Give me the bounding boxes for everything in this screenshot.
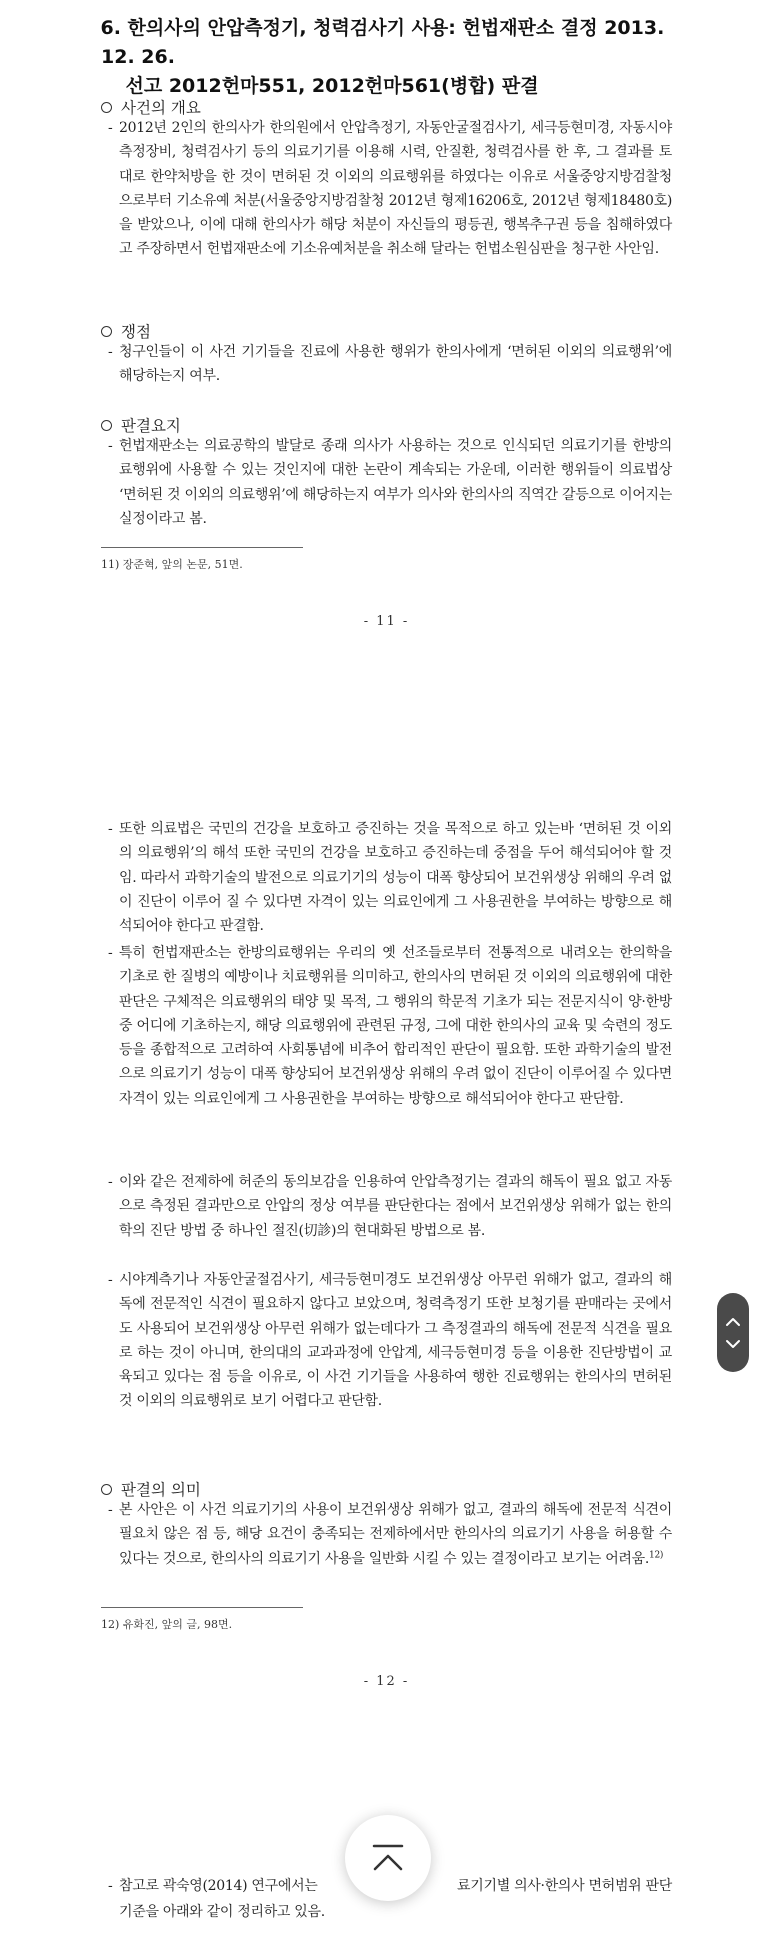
section-heading-summary (101, 414, 181, 436)
dash-marker: - (108, 1272, 113, 1288)
dash-marker: - (108, 945, 113, 961)
ruling-paragraph-1 (108, 817, 672, 938)
footnote: 12) 유화진, 앞의 글, 98면. (101, 1618, 233, 1631)
title-line-1: 6. 한의사의 안압측정기, 청력검사기 사용: 헌법재판소 결정 2013. 12. 26. (100, 17, 665, 68)
footnote-ref: 12) (649, 1549, 664, 1560)
chevron-up-icon[interactable] (725, 1317, 741, 1327)
section-heading-label: 쟁점 (121, 323, 151, 341)
paragraph-text: 시야계측기나 자동안굴절검사기, 세극등현미경도 보건위생상 아무런 위해가 없고, 결과의 해독에 전문적인 식견이 필요하지 않다고 보았으며, 청력측정기 또한 보청기를 판매라는 곳에서도 사용되어 보건위생상 아무런 위해가 없는데다가 그 측정결과의 해독에 전문적 식견을 필요로 하는 것이 아니며, 한의대의 교과과정에 안압계, 세극등현미경 등을 이용한 진단방법이 교육되고 있다는 점 등을 이유로, 이 사건 기기들을 사용하여 행한 진료행위는 한의사의 면허된 것 이외의 의료행위로 보기 어렵다고 판단함. (119, 1272, 672, 1410)
paragraph-text (119, 1498, 672, 1571)
paragraph-text: 또한 의료법은 국민의 건강을 보호하고 증진하는 것을 목적으로 하고 있는바 ‘면허된 것 이외의 의료행위’의 해석 또한 국민의 건강을 보호하고 증진하는데 중점을 두어 해석되어야 할 것임. 따라서 과학기술의 발전으로 의료기기의 성능이 대폭 향상되어 보건위생상 위해의 우려 없이 진단이 이루어 질 수 있다면 자격이 있는 의료인에게 그 사용권한을 부여하는 방향으로 해석되어야 한다고 판결함. (119, 821, 672, 935)
section-heading-label: 판결요지 (121, 417, 181, 435)
chevron-down-icon[interactable] (725, 1339, 741, 1349)
scroll-control (717, 1293, 749, 1372)
section-heading-label: 판결의 의미 (121, 1481, 201, 1499)
circle-bullet-icon (101, 1484, 112, 1495)
back-to-top-button[interactable] (345, 1815, 431, 1901)
issue-paragraph (108, 340, 672, 389)
paragraph-text: 특히 헌법재판소는 한방의료행위는 우리의 옛 선조들로부터 전통적으로 내려오는 한의학을 기초로 한 질병의 예방이나 치료행위를 의미하고, 한의사의 면허된 것 이외의 의료행위에 대한 판단은 구체적은 의료행위의 태양 및 목적, 그 행위의 학문적 기초가 되는 전문지식이 양·한방 중 어디에 기초하는지, 해당 의료행위에 관련된 규정, 그에 대한 한의사의 교육 및 숙련의 정도 등을 종합적으로 고려하여 사회통념에 비추어 합리적인 판단이 필요함. 또한 과학기술의 발전으로 의료기기 성능이 대폭 향상되어 보건위생상 위해의 우려 없이 진단이 이루어질 수 있다면 자격이 있는 의료인에게 그 사용권한을 부여하는 방향으로 해석되어야 한다고 판단함. (119, 945, 672, 1107)
paragraph-text: 이와 같은 전제하에 허준의 동의보감을 인용하여 안압측정기는 결과의 해독이 필요 없고 자동으로 측정된 결과만으로 안압의 정상 여부를 판단한다는 점에서 보건위생상 위해가 없는 한의학의 진단 방법 중 하나인 절진(切診)의 현대화된 방법으로 봄. (119, 1174, 672, 1239)
paragraph-line-2: 기준을 아래와 같이 정리하고 있음. (119, 1904, 325, 1920)
paragraph-text: 2012년 2인의 한의사가 한의원에서 안압측정기, 자동안굴절검사기, 세극등현미경, 자동시야측정장비, 청력검사기 등의 의료기기를 이용해 시력, 안질환, 청력검사를 한 후, 그 결과를 토대로 한약처방을 한 것이 면허된 것 이외의 의료행위를 하였다는 이유로 서울중앙지방검찰청으로부터 기소유예 처분(서울중앙지방검찰청 2012년 형제16206호, 2012년 형제18480호)을 받았으나, 이에 대해 한의사가 해당 처분이 자신들의 평등권, 행복추구권 등을 침해하였다고 주장하면서 헌법재판소에 기소유예처분을 취소해 달라는 헌법소원심판을 청구한 사안임. (119, 120, 672, 258)
back-to-top-icon (370, 1843, 406, 1873)
paragraph-body: 본 사안은 이 사건 의료기기의 사용이 보건위생상 위해가 없고, 결과의 해독에 전문적 식견이 필요치 않은 점 등, 해당 요건이 충족되는 전제하에서만 한의사의 의료기기 사용을 허용할 수 있다는 것으로, 한의사의 의료기기 사용을 일반화 시킬 수 있는 결정이라고 보기는 어려움. (119, 1502, 672, 1567)
circle-bullet-icon (101, 326, 112, 337)
overview-paragraph (108, 116, 672, 262)
dash-marker: - (108, 1174, 113, 1190)
section-heading-issue (101, 320, 151, 342)
dash-marker: - (108, 344, 113, 360)
page-number: - 12 - (363, 1674, 410, 1689)
dash-marker: - (108, 438, 113, 454)
paragraph-text: 헌법재판소는 의료공학의 발달로 종래 의사가 사용하는 것으로 인식되던 의료기기를 한방의료행위에 사용할 수 있는 것인지에 대한 논란이 계속되는 가운데, 이러한 행위들이 의료법상 ‘면허된 것 이외의 의료행위’에 해당하는지 여부가 의사와 한의사의 직역간 갈등으로 이어지는 실정이라고 봄. (119, 438, 672, 527)
footnote-divider (101, 547, 303, 548)
ruling-paragraph-4 (108, 1268, 672, 1414)
dash-marker: - (108, 120, 113, 136)
paragraph-text: 청구인들이 이 사건 기기들을 진료에 사용한 행위가 한의사에게 ‘면허된 이외의 의료행위’에 해당하는지 여부. (119, 344, 672, 385)
page-12 (0, 640, 773, 1689)
circle-bullet-icon (101, 102, 112, 113)
title-line-2: 선고 2012헌마551, 2012헌마561(병합) 판결 (125, 75, 539, 97)
paragraph-start: 참고로 곽숙영(2014) 연구에서는 (119, 1878, 318, 1894)
dash-marker: - (108, 821, 113, 837)
footnote: 11) 장준혁, 앞의 논문, 51면. (101, 558, 243, 571)
circle-bullet-icon (101, 420, 112, 431)
section-heading-label: 사건의 개요 (121, 99, 201, 117)
page-number: - 11 - (363, 614, 410, 629)
meaning-paragraph (108, 1498, 672, 1571)
footnote-divider (101, 1607, 303, 1608)
paragraph-end: 료기기별 의사·한의사 면허범위 판단 (457, 1878, 672, 1894)
page-title (101, 14, 681, 101)
dash-marker: - (108, 1878, 113, 1894)
dash-marker: - (108, 1502, 113, 1518)
page-11 (0, 0, 773, 640)
summary-paragraph (108, 434, 672, 531)
ruling-paragraph-3 (108, 1170, 672, 1243)
section-heading-meaning (101, 1478, 201, 1500)
ruling-paragraph-2 (108, 941, 672, 1111)
section-heading-overview (101, 96, 201, 118)
